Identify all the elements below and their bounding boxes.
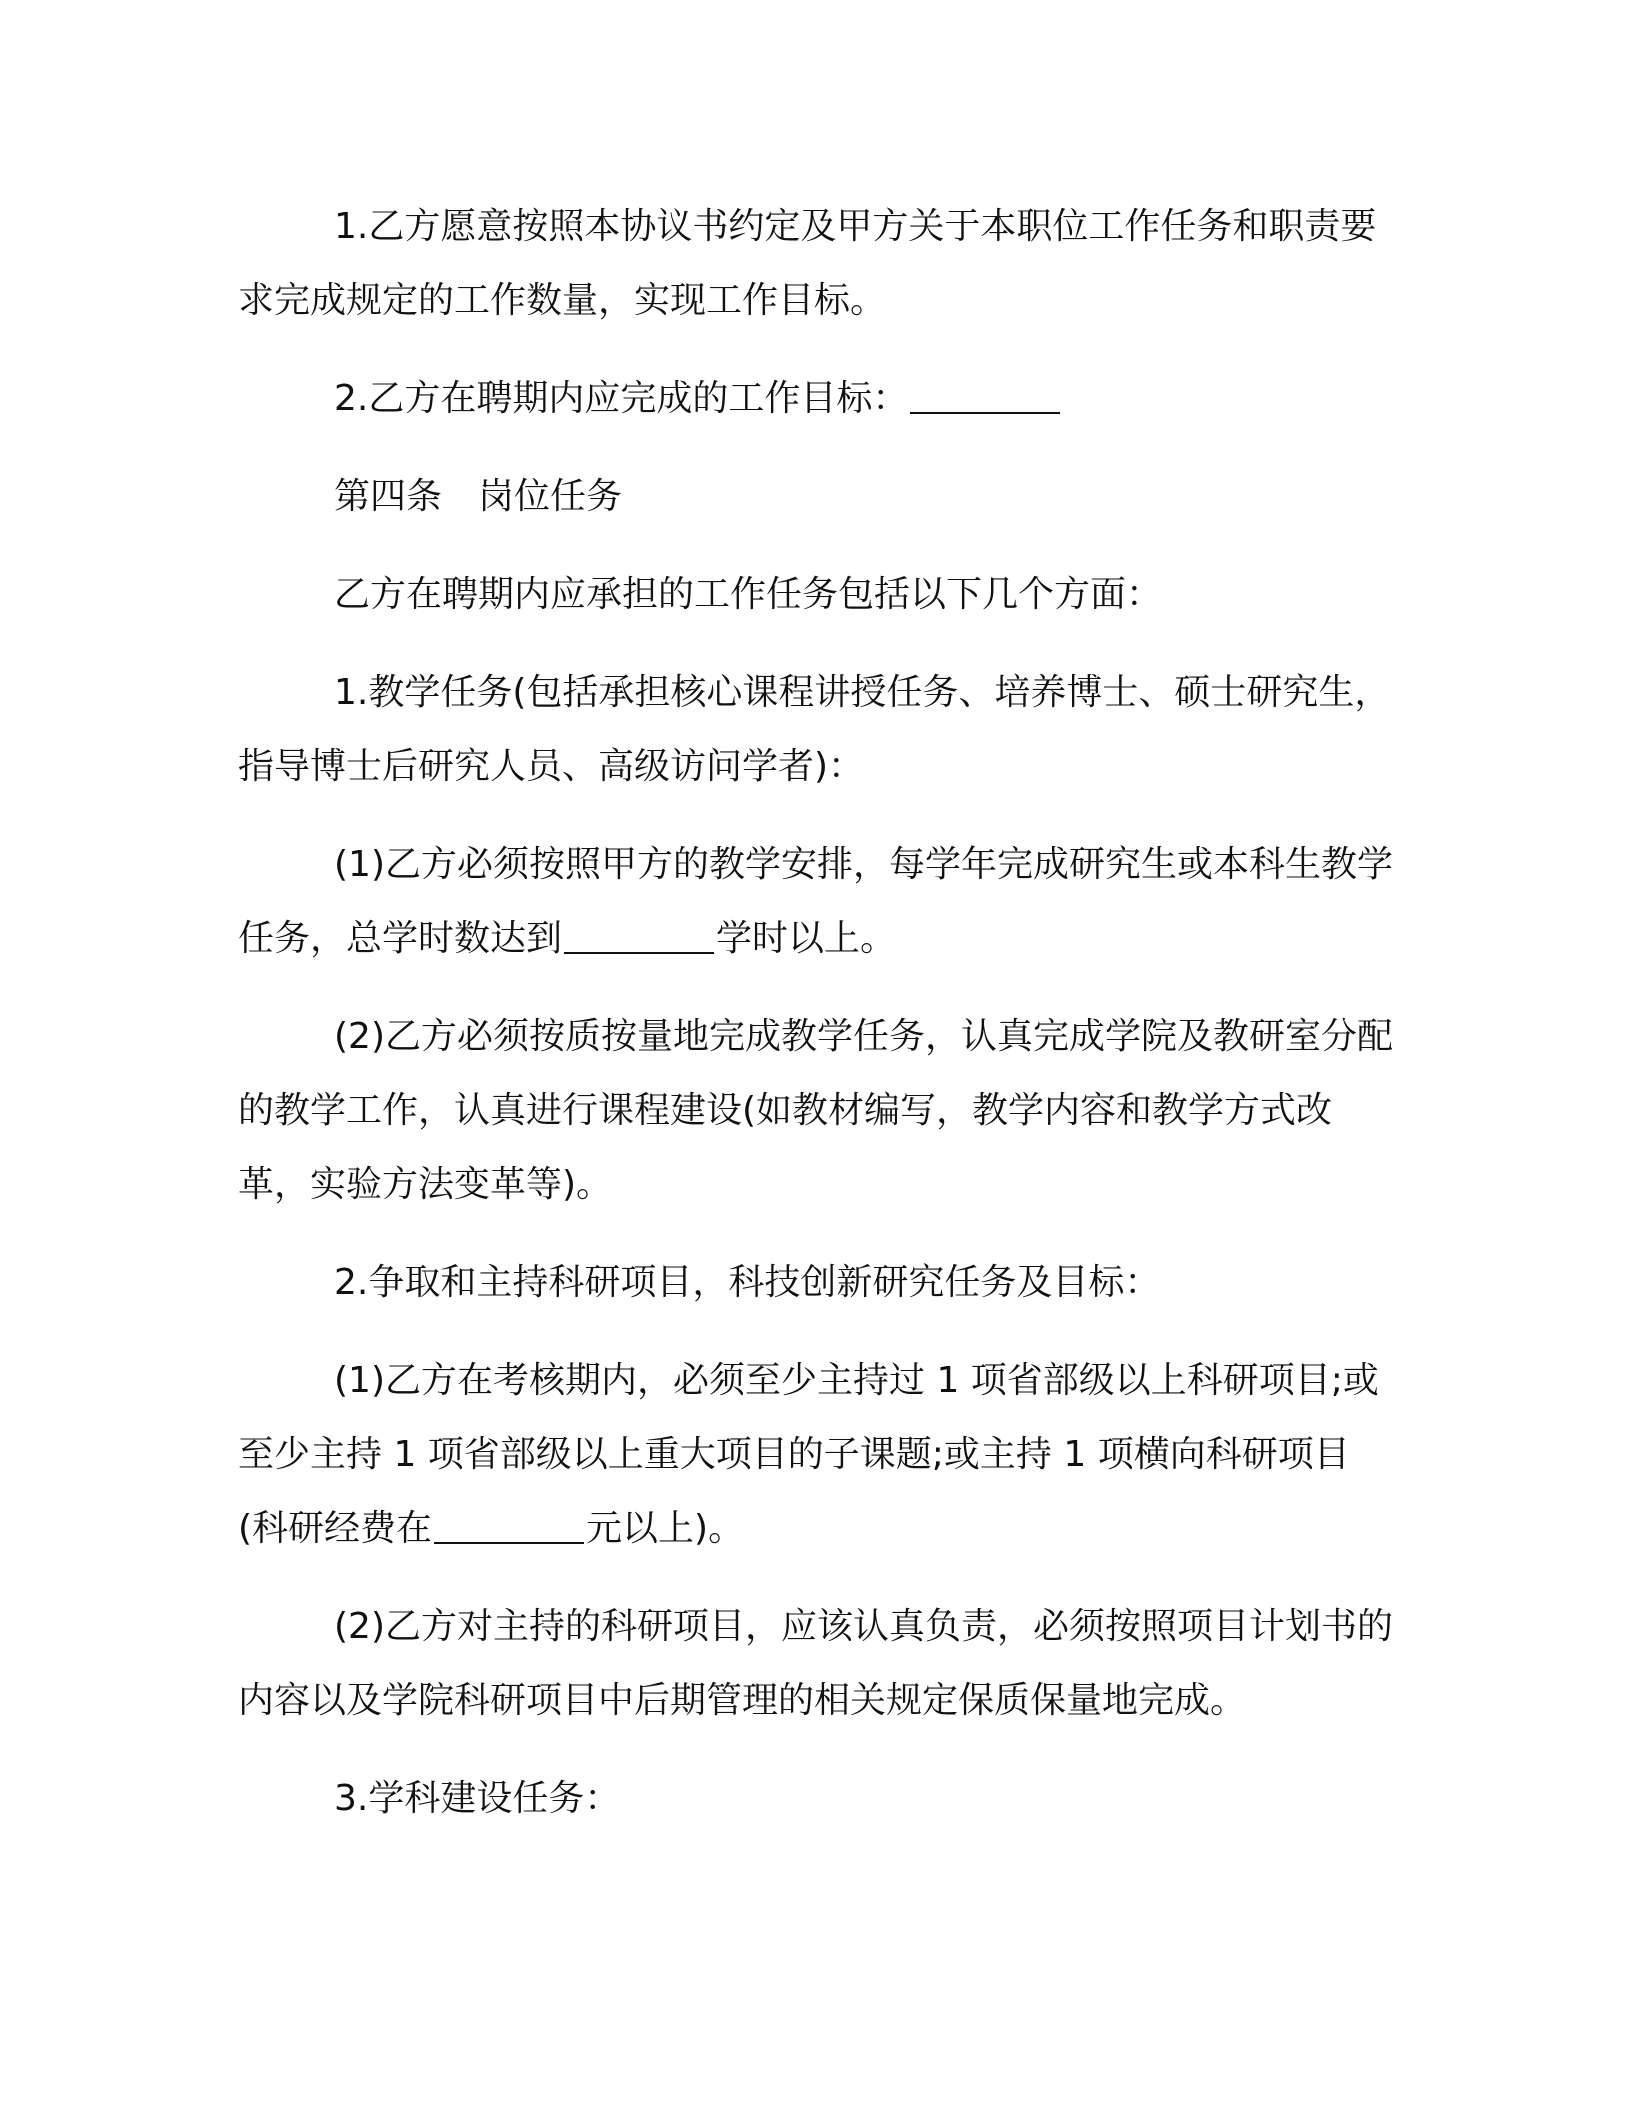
paragraph-discipline-task: 3.学科建设任务： <box>334 1778 621 1819</box>
teaching-hours-text-b: 学时以上。 <box>716 918 897 959</box>
blank-teaching-hours <box>564 916 714 954</box>
research-projects-text-b: 元以上)。 <box>586 1508 745 1549</box>
document-page <box>238 190 1398 1860</box>
paragraph-teaching-quality: (2)乙方必须按质按量地完成教学任务，认真完成学院及教研室分配的教学工作，认真进行课程建设(如教材编写，教学内容和教学方式改革，实验方法变革等)。 <box>238 1016 1393 1205</box>
paragraph-work-goal-intro: 1.乙方愿意按照本协议书约定及甲方关于本职位工作任务和职责要求完成规定的工作数量，实现工作目标。 <box>238 206 1377 321</box>
teaching-hours-text-a: (1)乙方必须按照甲方的教学安排，每学年完成研究生或本科生教学任务，总学时数达到 <box>238 844 1393 959</box>
paragraph-teaching-task: 1.教学任务(包括承担核心课程讲授任务、培养博士、硕士研究生，指导博士后研究人员、高级访问学者)： <box>238 672 1391 787</box>
article-4-heading: 第四条 岗位任务 <box>334 476 623 517</box>
paragraph-work-goal <box>238 362 1398 436</box>
paragraph-research-task: 2.争取和主持科研项目，科技创新研究任务及目标： <box>334 1262 1161 1303</box>
paragraph-research-responsibility: (2)乙方对主持的科研项目，应该认真负责，必须按照项目计划书的内容以及学院科研项目中后期管理的相关规定保质保量地完成。 <box>238 1606 1393 1721</box>
blank-work-goal <box>910 376 1060 414</box>
research-projects-text-a: (1)乙方在考核期内，必须至少主持过 1 项省部级以上科研项目;或至少主持 1 项省部级以上重大项目的子课题;或主持 1 项横向科研项目(科研经费在 <box>238 1360 1379 1549</box>
paragraph-teaching-hours <box>238 828 1398 976</box>
paragraph-task-overview: 乙方在聘期内应承担的工作任务包括以下几个方面： <box>334 574 1163 615</box>
blank-research-funding <box>434 1506 584 1544</box>
paragraph-work-goal-text: 2.乙方在聘期内应完成的工作目标： <box>334 378 909 419</box>
paragraph-research-projects <box>238 1344 1398 1566</box>
